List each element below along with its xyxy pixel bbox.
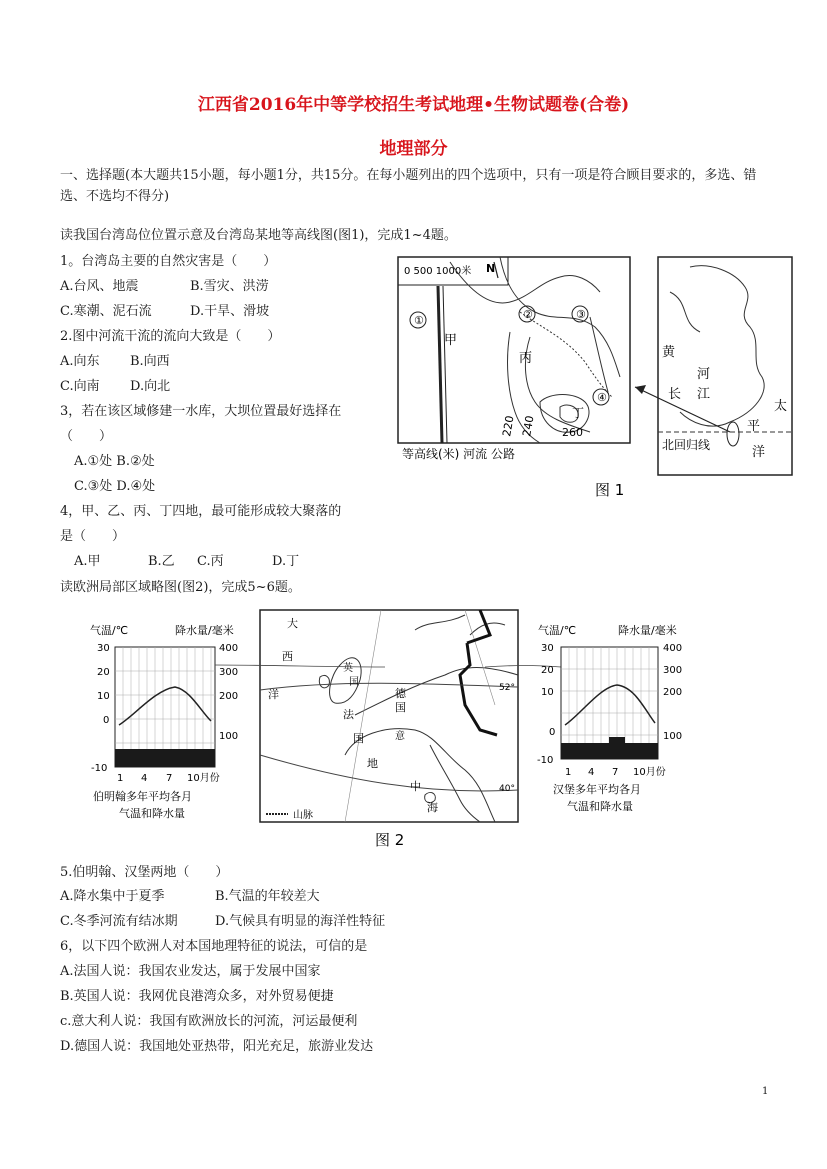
fig2-left-r-400: 400 bbox=[219, 643, 239, 654]
fig2-left-precip-axis: 降水量/毫米 bbox=[175, 624, 234, 637]
q5-option-d: D.气候具有明显的海洋性特征 bbox=[215, 914, 386, 929]
fig2-left-y-neg10: -10 bbox=[91, 763, 108, 774]
q4-option-a: A.甲 bbox=[74, 554, 101, 569]
fig1-north: N bbox=[486, 262, 496, 275]
fig2-left-y-20: 20 bbox=[97, 667, 110, 678]
q1-stem: 1。台湾岛主要的自然灾害是（ ） bbox=[60, 254, 277, 269]
fig1-map-jiang: 江 bbox=[697, 387, 711, 402]
q5-option-c: C.冬季河流有结冰期 bbox=[60, 914, 178, 929]
fig2-map-guo3: 国 bbox=[395, 701, 406, 714]
fig1-map-he: 河 bbox=[697, 367, 711, 382]
figure-2 bbox=[85, 605, 705, 850]
fig2-right-x-4: 4 bbox=[588, 767, 595, 778]
fig2-left-r-200: 200 bbox=[219, 691, 239, 702]
fig2-right-r-100: 100 bbox=[663, 731, 683, 742]
fig1-point-2: ② bbox=[523, 308, 533, 321]
fig2-map-guo1: 国 bbox=[349, 677, 359, 688]
fig1-place-ding: 丁 bbox=[572, 406, 585, 420]
fig2-left-title-1: 伯明翰多年平均各月 bbox=[93, 790, 192, 803]
q6-stem: 6，以下四个欧洲人对本国地理特征的说法，可信的是 bbox=[60, 939, 368, 954]
fig2-left-y-0: 0 bbox=[103, 715, 110, 726]
q2-stem: 2.图中河流干流的流向大致是（ ） bbox=[60, 329, 281, 344]
q4-option-b: B.乙 bbox=[148, 554, 175, 569]
fig2-left-x-7: 7 bbox=[166, 773, 173, 784]
page-number: 1 bbox=[762, 1086, 769, 1097]
fig2-right-y-neg10: -10 bbox=[537, 755, 554, 766]
fig2-left-r-100: 100 bbox=[219, 731, 239, 742]
fig1-point-4: ④ bbox=[597, 391, 607, 404]
q4-stem-2: 是（ ） bbox=[60, 529, 126, 544]
fig2-right-x-1: 1 bbox=[565, 767, 572, 778]
fig1-map-ping: 平 bbox=[747, 419, 761, 434]
fig2-map-da: 大 bbox=[287, 617, 298, 630]
q1-option-b: B.雪灾、洪涝 bbox=[190, 279, 269, 294]
fig1-place-bing: 丙 bbox=[519, 351, 533, 366]
fig2-right-precip-axis: 降水量/毫米 bbox=[618, 624, 677, 637]
fig1-map-tropic: 北回归线 bbox=[662, 438, 711, 452]
fig2-right-x-7: 7 bbox=[612, 767, 619, 778]
q5-option-b: B.气温的年较差大 bbox=[215, 889, 320, 904]
fig2-map-guo2: 国 bbox=[353, 732, 364, 745]
q6-option-c: c.意大利人说：我国有欧洲放长的河流，河运最便利 bbox=[60, 1014, 358, 1029]
q1-option-a: A.台风、地震 bbox=[60, 279, 139, 294]
fig1-map-huang: 黄 bbox=[662, 345, 676, 360]
fig1-point-3: ③ bbox=[576, 308, 586, 321]
fig2-map-yi: 意 bbox=[395, 731, 405, 742]
fig2-map-zhong: 中 bbox=[410, 780, 421, 793]
section-subtitle: 地理部分 bbox=[379, 139, 448, 159]
q1-option-d: D.干旱、滑坡 bbox=[190, 304, 270, 319]
fig2-map-lat52: 52° bbox=[499, 683, 515, 693]
fig1-map-yang: 洋 bbox=[752, 445, 766, 460]
q1-option-c: C.寒潮、泥石流 bbox=[60, 304, 152, 319]
intro-fig2: 读欧洲局部区域略图(图2)，完成5~6题。 bbox=[60, 580, 301, 595]
q2-option-d: D.向北 bbox=[130, 379, 171, 394]
fig2-map-di: 地 bbox=[367, 757, 378, 770]
fig2-left-y-10: 10 bbox=[97, 691, 110, 702]
fig2-left-r-300: 300 bbox=[219, 667, 239, 678]
q5-option-a: A.降水集中于夏季 bbox=[60, 889, 165, 904]
fig1-point-1: ① bbox=[414, 314, 424, 327]
fig2-left-y-30: 30 bbox=[97, 643, 110, 654]
fig2-right-x-10: 10月份 bbox=[633, 767, 666, 778]
fig2-right-r-200: 200 bbox=[663, 687, 683, 698]
fig2-map-fa: 法 bbox=[343, 708, 354, 721]
fig1-map-tai: 太 bbox=[774, 399, 788, 414]
q4-stem: 4，甲、乙、丙、丁四地，最可能形成较大聚落的 bbox=[60, 504, 342, 519]
fig2-right-title-2: 气温和降水量 bbox=[567, 800, 633, 813]
fig2-map-legend-mountain: 山脉 bbox=[293, 810, 313, 821]
document-title: 江西省2016年中等学校招生考试地理•生物试题卷(合卷) bbox=[197, 95, 630, 115]
fig2-right-y-20: 20 bbox=[541, 665, 554, 676]
q6-option-b: B.英国人说：我网优良港湾众多，对外贸易便捷 bbox=[60, 989, 334, 1004]
fig2-right-r-300: 300 bbox=[663, 665, 683, 676]
q4-option-c: C.丙 bbox=[197, 554, 224, 569]
fig2-left-temp-axis: 气温/℃ bbox=[90, 624, 129, 637]
q4-option-d: D.丁 bbox=[272, 554, 300, 569]
fig1-place-jia: 甲 bbox=[444, 333, 458, 348]
q6-option-a: A.法国人说：我国农业发达，属于发展中国家 bbox=[60, 964, 321, 979]
fig2-right-y-30: 30 bbox=[541, 643, 554, 654]
fig2-map-lat40: 40° bbox=[499, 784, 515, 794]
figure-1 bbox=[390, 252, 800, 504]
fig2-map-xi: 西 bbox=[282, 650, 293, 663]
intro-fig1: 读我国台湾岛位位置示意及台湾岛某地等高线图(图1)，完成1~4题。 bbox=[60, 228, 457, 243]
q2-option-c: C.向南 bbox=[60, 379, 100, 394]
q6-option-d: D.德国人说：我国地处亚热带，阳光充足，旅游业发达 bbox=[60, 1039, 374, 1054]
fig2-right-r-400: 400 bbox=[663, 643, 683, 654]
fig2-caption: 图 2 bbox=[375, 831, 405, 849]
fig1-map-chang: 长 bbox=[668, 387, 682, 402]
fig2-left-x-10: 10月份 bbox=[187, 773, 220, 784]
q2-option-a: A.向东 bbox=[60, 354, 100, 369]
fig2-left-title-2: 气温和降水量 bbox=[119, 807, 185, 820]
fig1-contour-240: 240 bbox=[520, 414, 537, 438]
q2-option-b: B.向西 bbox=[130, 354, 170, 369]
fig2-map-ying: 英 bbox=[343, 663, 353, 674]
q3-options-ab: A.①处 B.②处 bbox=[74, 454, 155, 469]
q5-stem: 5.伯明翰、汉堡两地（ ） bbox=[60, 865, 229, 880]
q3-stem: 3，若在该区域修建一水库，大坝位置最好选择在 bbox=[60, 404, 342, 419]
fig2-right-title-1: 汉堡多年平均各月 bbox=[553, 783, 641, 796]
section-heading: 一、选择题(本大题共15小题，每小题1分，共15分。在每小题列出的四个选项中，只有一项是符合顾目要求的，多选、错选、不选均不得分) bbox=[60, 168, 757, 204]
fig1-scale: 0 500 1000米 bbox=[404, 266, 472, 277]
fig2-right-y-0: 0 bbox=[549, 727, 556, 738]
q3-options-cd: C.③处 D.④处 bbox=[74, 479, 156, 494]
fig2-map-de: 德 bbox=[395, 687, 406, 700]
fig2-map-yang: 洋 bbox=[268, 688, 279, 701]
fig2-left-x-1: 1 bbox=[117, 773, 124, 784]
fig1-legend: 等高线(米) 河流 公路 bbox=[402, 447, 515, 461]
fig2-right-temp-axis: 气温/℃ bbox=[538, 624, 577, 637]
fig2-left-x-4: 4 bbox=[141, 773, 148, 784]
fig2-right-y-10: 10 bbox=[541, 687, 554, 698]
q3-paren: （ ） bbox=[60, 429, 113, 444]
fig1-contour-260: 260 bbox=[562, 426, 583, 439]
fig1-contour-220: 220 bbox=[500, 414, 517, 438]
fig1-caption: 图 1 bbox=[595, 481, 625, 499]
fig2-map-hai: 海 bbox=[427, 801, 438, 814]
